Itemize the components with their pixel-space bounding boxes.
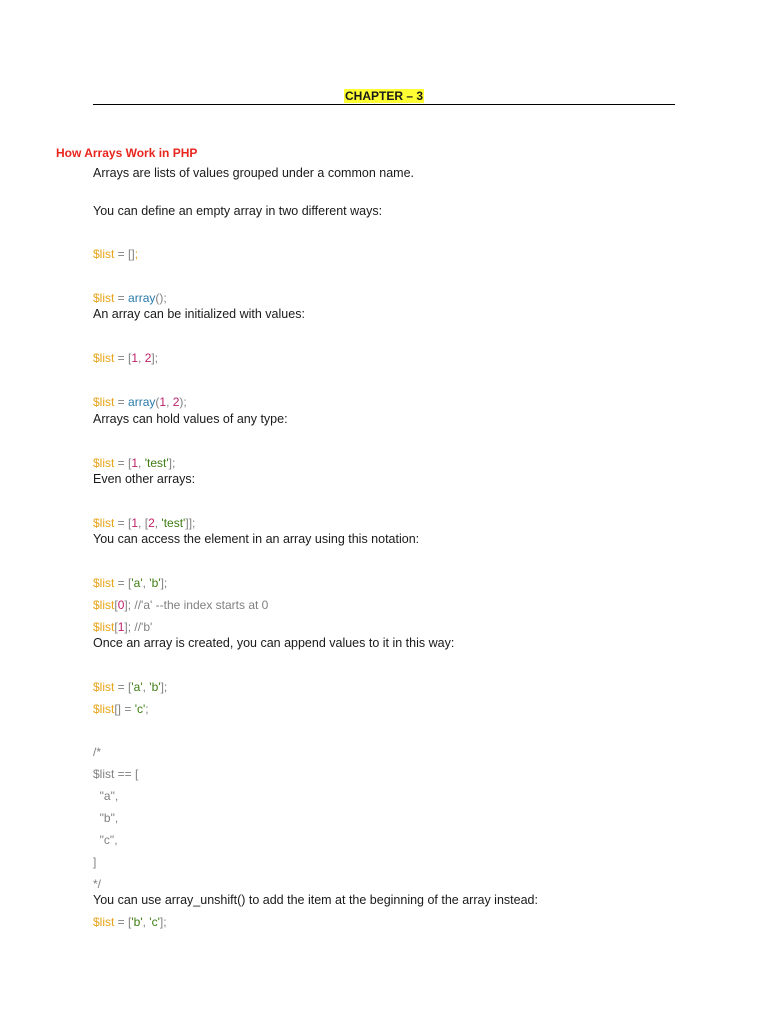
code-token: 'a' bbox=[131, 576, 143, 590]
code-token: ]; //'a' --the index starts at 0 bbox=[124, 598, 269, 612]
code-token: ] bbox=[93, 855, 97, 869]
code-token: 'test' bbox=[161, 516, 186, 530]
paragraph: Arrays can hold values of any type: bbox=[93, 412, 288, 426]
code-token: [] = bbox=[114, 702, 135, 716]
paragraph: You can use array_unshift() to add the item at the beginning of the array instead: bbox=[93, 893, 538, 907]
code-line bbox=[93, 515, 195, 531]
code-line bbox=[93, 455, 175, 471]
code-token: $list bbox=[93, 702, 115, 716]
code-token: = [ bbox=[114, 351, 132, 365]
code-token: $list == [ bbox=[93, 767, 139, 781]
code-token: = [ bbox=[114, 516, 132, 530]
code-comment-line bbox=[93, 876, 101, 892]
code-token: , bbox=[142, 915, 150, 929]
code-token: 'c' bbox=[134, 702, 146, 716]
paragraph: You can access the element in an array using this notation: bbox=[93, 532, 420, 546]
code-token: $list bbox=[93, 351, 115, 365]
heading-rule bbox=[93, 104, 675, 105]
code-token: ; bbox=[145, 702, 149, 716]
code-token: = bbox=[114, 291, 129, 305]
code-comment-line bbox=[93, 766, 138, 782]
code-comment-line bbox=[93, 788, 118, 804]
code-token: ); bbox=[179, 395, 187, 409]
code-token: 2 bbox=[144, 351, 152, 365]
code-token: array bbox=[128, 395, 156, 409]
code-token: ]; bbox=[159, 915, 167, 929]
code-comment-line bbox=[93, 854, 96, 870]
code-line bbox=[93, 679, 167, 695]
code-token: ]; bbox=[160, 680, 168, 694]
code-line bbox=[93, 246, 138, 262]
paragraph: An array can be initialized with values: bbox=[93, 307, 305, 321]
code-token: ]]; bbox=[185, 516, 196, 530]
code-token: 2 bbox=[172, 395, 180, 409]
code-token: ( bbox=[155, 395, 160, 409]
code-token: 'b' bbox=[149, 680, 161, 694]
code-token: 1 bbox=[117, 620, 125, 634]
code-token: = bbox=[114, 395, 129, 409]
code-token: 2 bbox=[148, 516, 155, 530]
code-token: $list bbox=[93, 247, 115, 261]
code-token: array bbox=[128, 291, 156, 305]
code-comment-line bbox=[93, 810, 118, 826]
code-token: 'test' bbox=[144, 456, 169, 470]
code-token: ; bbox=[134, 247, 139, 261]
code-token: "b", bbox=[93, 811, 119, 825]
code-line bbox=[93, 914, 167, 930]
code-token: 1 bbox=[159, 395, 167, 409]
code-token: 0 bbox=[117, 598, 125, 612]
code-token: $list bbox=[93, 576, 115, 590]
code-token: (); bbox=[155, 291, 167, 305]
code-line bbox=[93, 701, 149, 717]
code-token: $list bbox=[93, 620, 115, 634]
code-token: 1 bbox=[131, 456, 139, 470]
code-token: ]; bbox=[151, 351, 159, 365]
code-token: 1 bbox=[131, 516, 139, 530]
chapter-heading bbox=[0, 88, 768, 104]
code-token: , bbox=[154, 516, 162, 530]
code-token: $list bbox=[93, 598, 115, 612]
code-token: $list bbox=[93, 456, 115, 470]
code-token: 'c' bbox=[149, 915, 160, 929]
code-token: = [] bbox=[114, 247, 135, 261]
code-token: , [ bbox=[138, 516, 149, 530]
section-title: How Arrays Work in PHP bbox=[56, 146, 198, 160]
code-token: $list bbox=[93, 395, 115, 409]
code-line bbox=[93, 619, 152, 635]
paragraph: You can define an empty array in two different ways: bbox=[93, 204, 383, 218]
code-token: */ bbox=[93, 877, 102, 891]
code-token: ]; //'b' bbox=[124, 620, 153, 634]
code-line bbox=[93, 597, 268, 613]
code-token: $list bbox=[93, 291, 115, 305]
code-token: 'b' bbox=[131, 915, 143, 929]
code-token: "a", bbox=[93, 789, 119, 803]
paragraph: Arrays are lists of values grouped under a common name. bbox=[93, 166, 414, 180]
code-token: , bbox=[138, 456, 145, 470]
code-comment-line bbox=[93, 832, 118, 848]
code-line bbox=[93, 394, 187, 410]
code-token: , bbox=[142, 680, 150, 694]
code-token: $list bbox=[93, 915, 115, 929]
code-line bbox=[93, 350, 158, 366]
code-line bbox=[93, 575, 167, 591]
code-token: , bbox=[138, 351, 145, 365]
paragraph: Once an array is created, you can append values to it in this way: bbox=[93, 636, 455, 650]
code-token: ]; bbox=[160, 576, 168, 590]
code-token: [ bbox=[114, 598, 118, 612]
code-token: $list bbox=[93, 680, 115, 694]
code-token: 'b' bbox=[149, 576, 161, 590]
code-token: $list bbox=[93, 516, 115, 530]
code-line bbox=[93, 290, 167, 306]
code-comment-line bbox=[93, 744, 101, 760]
code-token: = [ bbox=[114, 456, 132, 470]
paragraph: Even other arrays: bbox=[93, 472, 196, 486]
code-token: "c", bbox=[93, 833, 118, 847]
code-token: /* bbox=[93, 745, 102, 759]
code-token: = [ bbox=[114, 680, 132, 694]
code-token: 'a' bbox=[131, 680, 143, 694]
code-token: = [ bbox=[114, 915, 132, 929]
code-token: , bbox=[142, 576, 150, 590]
code-token: ]; bbox=[168, 456, 176, 470]
chapter-heading-text: CHAPTER – 3 bbox=[344, 89, 424, 103]
code-token: = [ bbox=[114, 576, 132, 590]
code-token: [ bbox=[114, 620, 118, 634]
code-token: 1 bbox=[131, 351, 139, 365]
code-token: , bbox=[166, 395, 173, 409]
